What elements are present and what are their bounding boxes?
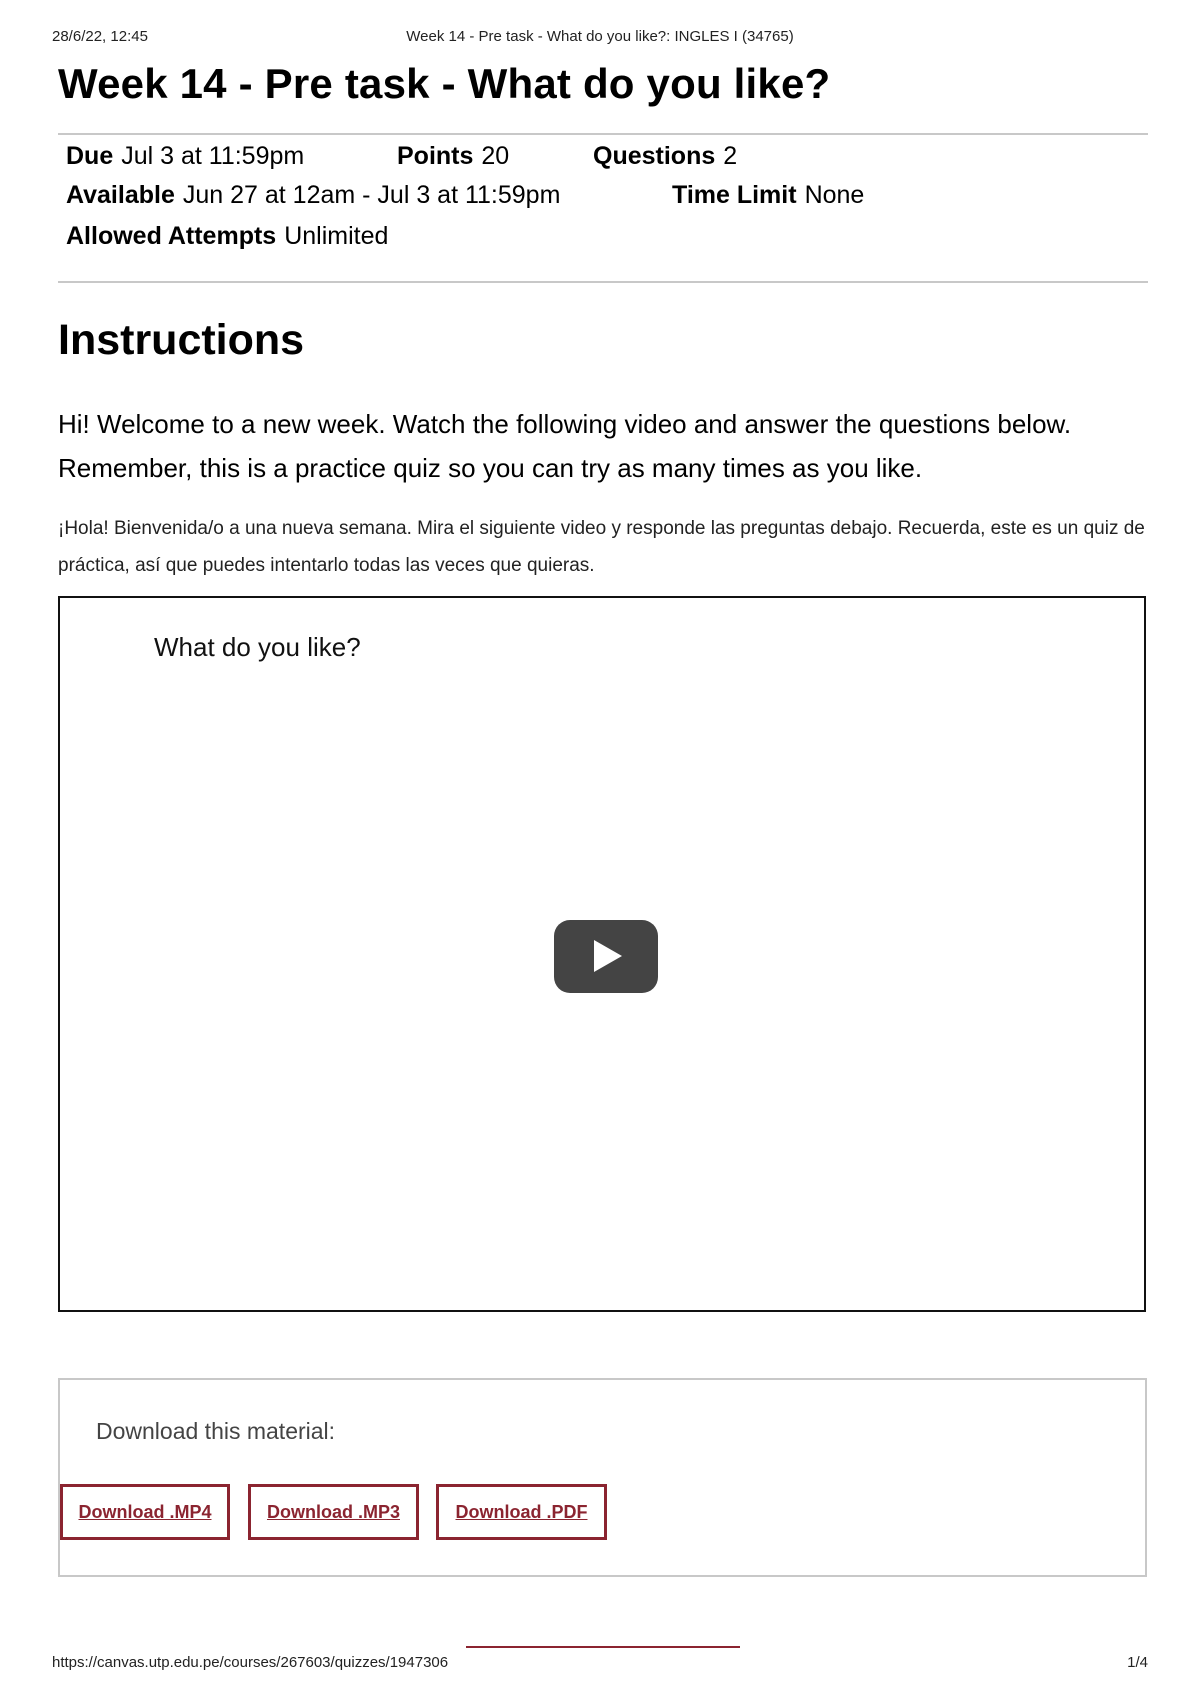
due-label: Due (66, 142, 114, 170)
page-title: Week 14 - Pre task - What do you like? (58, 60, 831, 107)
print-page-title: Week 14 - Pre task - What do you like?: INGLES I (34765) (406, 28, 794, 45)
top-divider (58, 133, 1148, 135)
download-pdf-button[interactable]: Download .PDF (436, 1484, 607, 1540)
video-title: What do you like? (154, 632, 361, 662)
download-panel (58, 1378, 1147, 1577)
allowed-attempts-value: Unlimited (284, 222, 389, 250)
download-mp3-button[interactable]: Download .MP3 (248, 1484, 419, 1540)
instructions-heading: Instructions (58, 316, 305, 364)
points-value: 20 (481, 142, 510, 170)
intro-english: Hi! Welcome to a new week. Watch the following video and answer the questions below. Remember, this is a practice quiz so you can try as many times as you like. (58, 409, 1072, 483)
intro-spanish: ¡Hola! Bienvenida/o a una nueva semana. Mira el siguiente video y responde las preguntas debajo. Recuerda, este es un quiz de práctica, así que puedes intentarlo todas las veces que quieras. (58, 518, 1145, 576)
due-value: Jul 3 at 11:59pm (121, 142, 305, 170)
quiz-due (66, 142, 304, 171)
print-date: 28/6/22, 12:45 (52, 28, 148, 45)
time-limit-value: None (804, 181, 865, 209)
bottom-divider (58, 281, 1148, 283)
video-player[interactable] (58, 596, 1146, 1312)
print-url: https://canvas.utp.edu.pe/courses/267603/quizzes/1947306 (52, 1654, 449, 1671)
quiz-time-limit (672, 181, 864, 210)
allowed-attempts-label: Allowed Attempts (66, 222, 277, 250)
footer-accent-rule (466, 1646, 740, 1648)
quiz-questions (593, 142, 737, 171)
download-mp4-button[interactable]: Download .MP4 (60, 1484, 230, 1540)
quiz-allowed-attempts (66, 222, 388, 251)
available-label: Available (66, 181, 175, 209)
quiz-available (66, 181, 560, 210)
questions-value: 2 (723, 142, 738, 170)
available-value: Jun 27 at 12am - Jul 3 at 11:59pm (182, 181, 561, 209)
time-limit-label: Time Limit (672, 181, 797, 209)
print-footer (52, 1654, 1148, 1674)
quiz-points (397, 142, 509, 171)
points-label: Points (397, 142, 474, 170)
questions-label: Questions (593, 142, 716, 170)
play-button[interactable] (554, 920, 658, 993)
print-page-number: 1/4 (1127, 1654, 1148, 1671)
download-label: Download this material: (96, 1418, 336, 1444)
print-header (52, 28, 1148, 48)
play-icon (594, 940, 622, 972)
